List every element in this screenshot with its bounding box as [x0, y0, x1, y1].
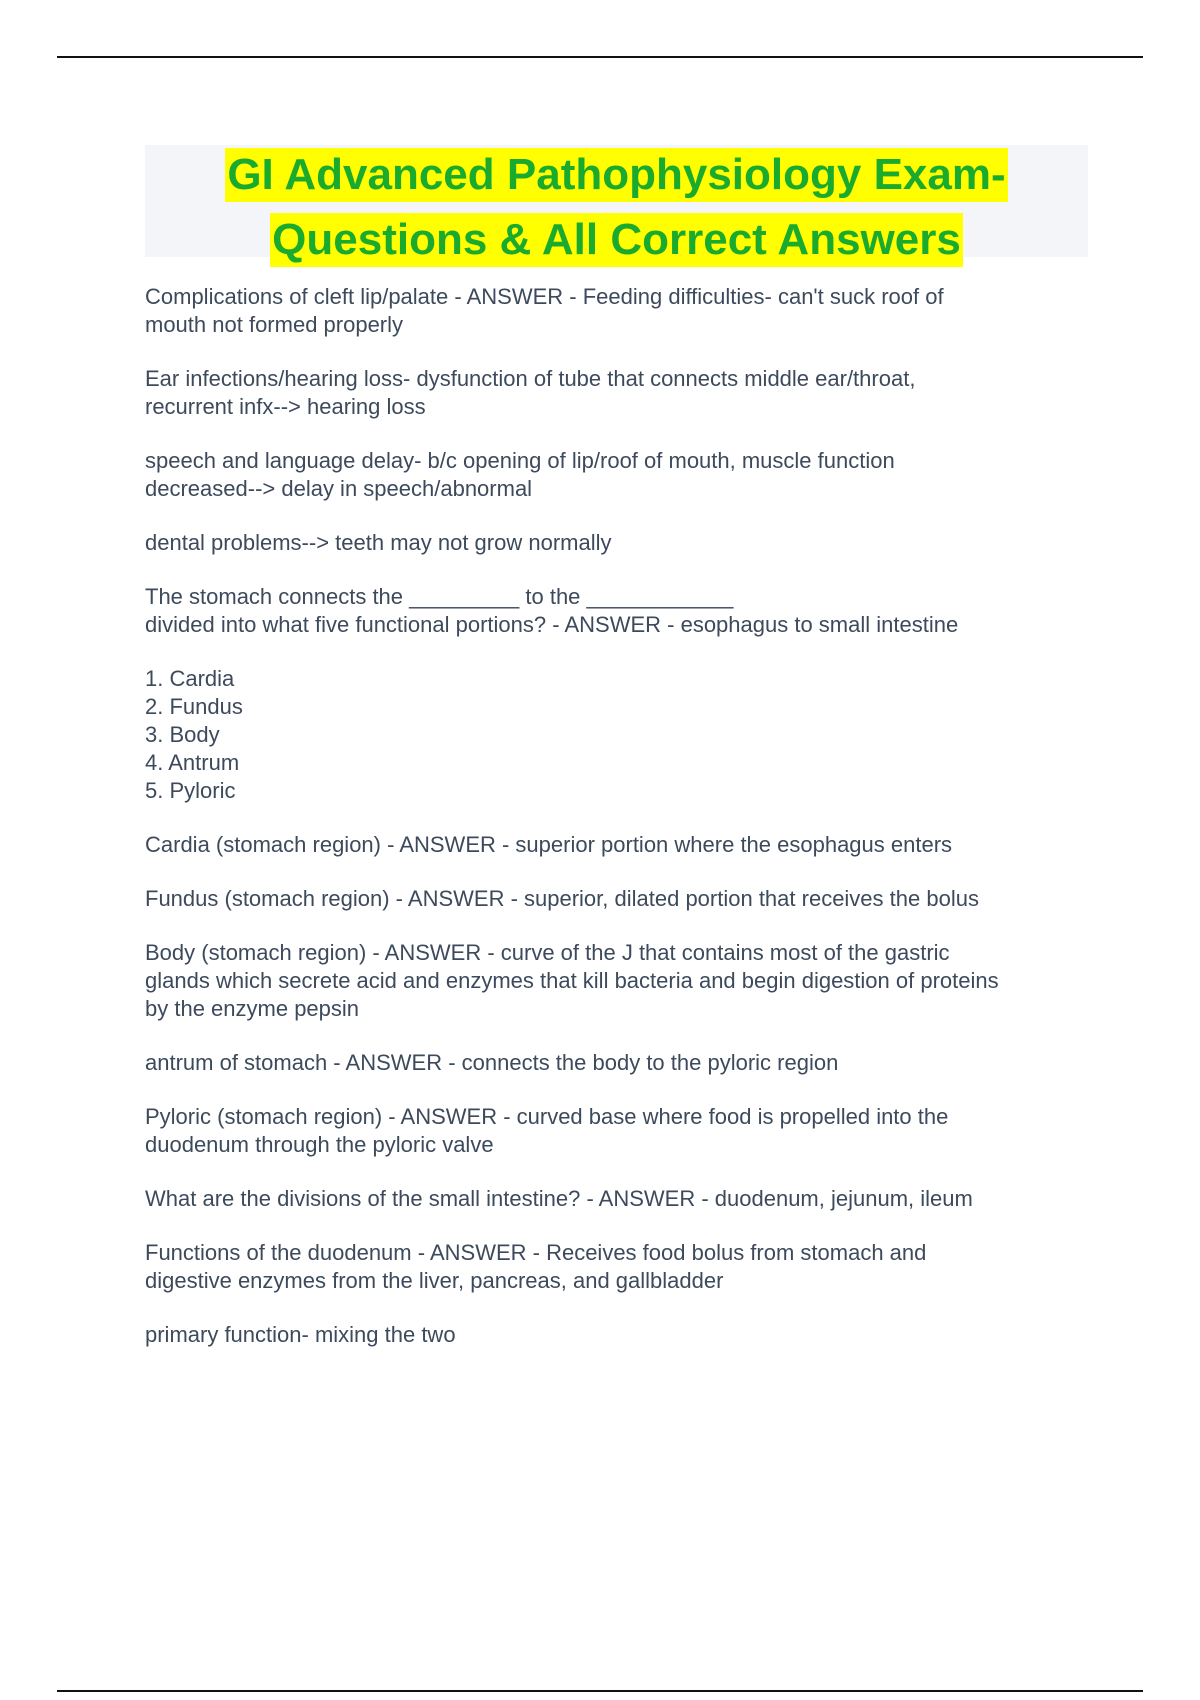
title-line-2: Questions & All Correct Answers	[270, 213, 963, 267]
list-item: 1. Cardia	[145, 666, 235, 691]
text-line: speech and language delay- b/c opening of lip/roof of mouth, muscle function	[145, 448, 895, 473]
list-item: 3. Body	[145, 722, 220, 747]
paragraph-stomach-connects	[145, 583, 1105, 639]
stomach-portions-list	[145, 665, 1105, 805]
text-line: The stomach connects the _________ to the ____________	[145, 584, 734, 609]
text-line: Pyloric (stomach region) - ANSWER - curved base where food is propelled into the	[145, 1104, 949, 1129]
text-line: recurrent infx--> hearing loss	[145, 394, 426, 419]
paragraph-cleft-complications	[145, 283, 1105, 339]
paragraph-cardia	[145, 831, 1105, 859]
text-line: digestive enzymes from the liver, pancreas, and gallbladder	[145, 1268, 724, 1293]
text-line: Cardia (stomach region) - ANSWER - superior portion where the esophagus enters	[145, 832, 953, 857]
paragraph-primary-function	[145, 1321, 1105, 1349]
text-line: glands which secrete acid and enzymes that kill bacteria and begin digestion of proteins	[145, 968, 999, 993]
title-block	[145, 145, 1088, 264]
bottom-rule	[57, 1690, 1143, 1692]
text-line: Fundus (stomach region) - ANSWER - superior, dilated portion that receives the bolus	[145, 886, 979, 911]
text-line: Functions of the duodenum - ANSWER - Receives food bolus from stomach and	[145, 1240, 927, 1265]
list-item: 5. Pyloric	[145, 778, 236, 803]
paragraph-dental-problems	[145, 529, 1105, 557]
text-line: divided into what five functional portions? - ANSWER - esophagus to small intestine	[145, 612, 959, 637]
top-rule	[57, 56, 1143, 58]
paragraph-pyloric	[145, 1103, 1105, 1159]
text-line: Ear infections/hearing loss- dysfunction of tube that connects middle ear/throat,	[145, 366, 916, 391]
title-line-1: GI Advanced Pathophysiology Exam-	[225, 148, 1007, 202]
paragraph-small-intestine-divisions	[145, 1185, 1105, 1213]
list-item: 2. Fundus	[145, 694, 243, 719]
paragraph-body	[145, 939, 1105, 1023]
paragraph-ear-infections	[145, 365, 1105, 421]
text-line: Body (stomach region) - ANSWER - curve of the J that contains most of the gastric	[145, 940, 950, 965]
paragraph-speech-delay	[145, 447, 1105, 503]
text-line: antrum of stomach - ANSWER - connects the body to the pyloric region	[145, 1050, 839, 1075]
text-line: primary function- mixing the two	[145, 1322, 456, 1347]
paragraph-antrum	[145, 1049, 1105, 1077]
text-line: decreased--> delay in speech/abnormal	[145, 476, 533, 501]
text-line: by the enzyme pepsin	[145, 996, 360, 1021]
paragraph-fundus	[145, 885, 1105, 913]
text-line: duodenum through the pyloric valve	[145, 1132, 494, 1157]
text-line: mouth not formed properly	[145, 312, 404, 337]
text-line: What are the divisions of the small intestine? - ANSWER - duodenum, jejunum, ileum	[145, 1186, 973, 1211]
text-line: Complications of cleft lip/palate - ANSWER - Feeding difficulties- can't suck roof of	[145, 284, 944, 309]
text-line: dental problems--> teeth may not grow normally	[145, 530, 612, 555]
list-item: 4. Antrum	[145, 750, 240, 775]
document-body	[145, 283, 1105, 1375]
paragraph-duodenum-functions	[145, 1239, 1105, 1295]
